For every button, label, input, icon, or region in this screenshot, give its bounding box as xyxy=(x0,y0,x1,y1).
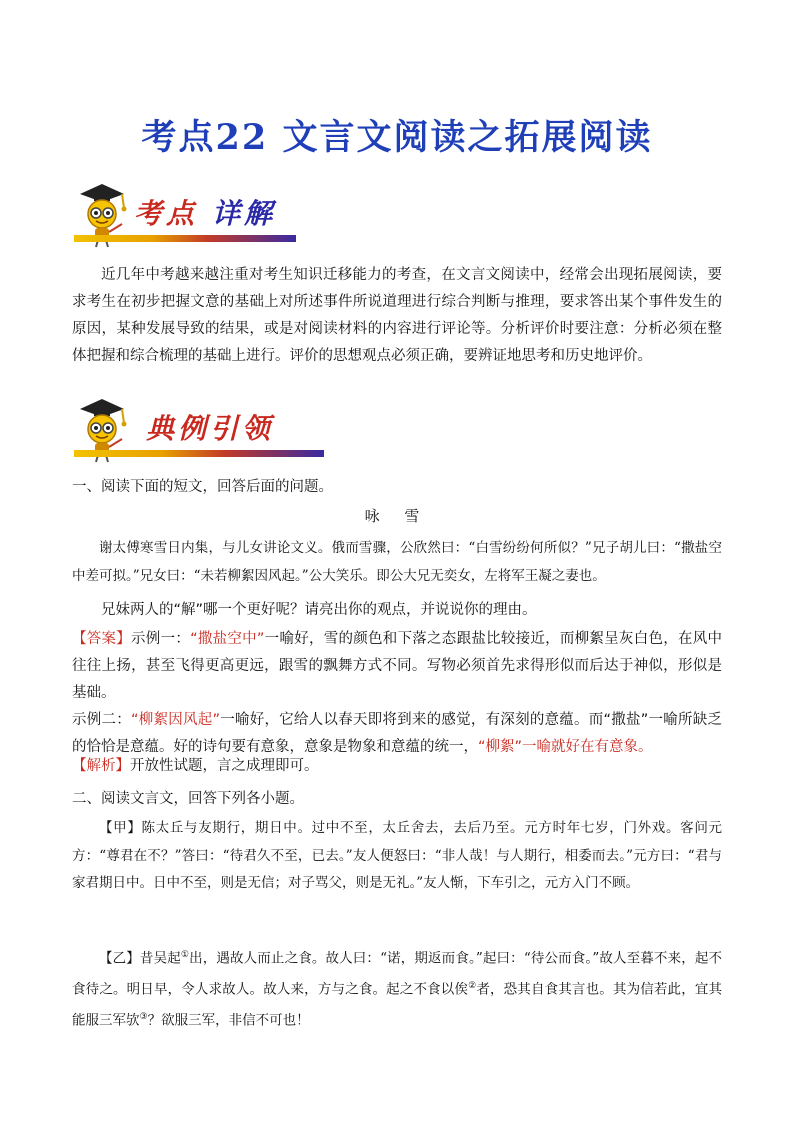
question1-heading: 一、阅读下面的短文，回答后面的问题。 xyxy=(72,479,333,495)
section-title-part1: 考点 xyxy=(134,197,199,230)
intro-paragraph: 近几年中考越来越注重对考生知识迁移能力的考查，在文言文阅读中，经常会出现拓展阅读，要求考生在初步把握文意的基础上对所述事件所说道理进行综合判断与推理，要求答出某个事件发生的原因，某种发展导致的结果，或是对阅读材料的内容进行评论等。分析评价时要注意：分析必须在整体把握和综合梳理的基础上进行。评价的思想观点必须正确，要辨证地思考和历史地评价。 xyxy=(72,267,722,364)
footnote-marker: ③ xyxy=(139,1012,148,1022)
analysis-line xyxy=(72,753,722,780)
answer-example2-label: 示例二： xyxy=(72,712,131,728)
section-underline xyxy=(74,235,296,242)
passage-yi-part: 出，遇故人而止之食。故人曰：“诺，期返而食。”起曰：“待公而食。”故人至暮不来，起不食待之。明日早，令人求故人。故人来，方与之食。起之不食以俟 xyxy=(72,950,723,998)
answer-block xyxy=(72,626,722,761)
section-title-part2: 详解 xyxy=(212,197,277,230)
page-title: 考点22 文言文阅读之拓展阅读 xyxy=(141,117,653,158)
answer-example2-quote: “柳絮因风起” xyxy=(130,712,220,728)
question1-prompt: 兄妹两人的“解”哪一个更好呢？请亮出你的观点，并说说你的理由。 xyxy=(101,602,537,618)
question2-heading: 二、阅读文言文，回答下列各小题。 xyxy=(72,791,304,807)
section-banner-dianli xyxy=(72,395,312,465)
footnote-marker: ① xyxy=(180,950,190,960)
answer-example1-label: 示例一： xyxy=(131,631,191,647)
passage-yi xyxy=(72,942,722,1035)
answer-tag: 【答案】 xyxy=(72,631,132,647)
poem-title: 咏 雪 xyxy=(364,507,430,525)
passage-yi-part: ？欲服三军，非信不可也！ xyxy=(147,1012,310,1029)
section-underline xyxy=(74,450,324,457)
passage-yongxue: 谢太傅寒雪日内集，与儿女讲论文义。俄而雪骤，公欣然曰：“白雪纷纷何所似？”兄子胡儿曰：“撒盐空中差可拟。”兄女曰：“未若柳絮因风起。”公大笑乐。即公大兄无奕女，左将军王凝之妻也。 xyxy=(72,540,722,584)
footnote-marker: ② xyxy=(468,981,477,991)
answer-example1-quote: “撒盐空中” xyxy=(190,631,265,647)
passage-yi-part: 【乙】昔吴起 xyxy=(99,950,181,967)
answer-example1-body: 一喻好，雪的颜色和下落之态跟盐比较接近，而柳絮呈灰白色，在风中往往上扬，甚至飞得更高更远，跟雪的飘舞方式不同。写物必须首先求得形似而后达于神似，形似是基础。 xyxy=(72,631,722,701)
analysis-tag: 【解析】 xyxy=(72,758,130,774)
passage-yi-part: 者，恐其自食其言也。其为信若此，宜其能服三军欤 xyxy=(72,981,723,1029)
analysis-body: 开放性试题，言之成理即可。 xyxy=(130,758,319,774)
answer-example2-body: 一喻好，它给人以春天即将到来的感觉，有深刻的意蕴。而“撒盐”一喻所缺乏的恰恰是意蕴。好的诗句要有意象，意象是物象和意蕴的统一， xyxy=(72,712,722,755)
answer-example2-end: “柳絮”一喻就好在有意象。 xyxy=(478,739,653,755)
passage-jia: 【甲】陈太丘与友期行，期日中。过中不至，太丘舍去，去后乃至。元方时年七岁，门外戏。客问元方：“尊君在不？”答曰：“待君久不至，已去。”友人便怒曰：“非人哉！与人期行，相委而去。”元方曰：“君与家君期日中。日中不至，则是无信；对子骂父，则是无礼。”友人惭，下车引之，元方入门不顾。 xyxy=(72,820,722,891)
section-title-dianli: 典例引领 xyxy=(146,412,275,445)
section-banner-kaodian xyxy=(72,180,312,250)
